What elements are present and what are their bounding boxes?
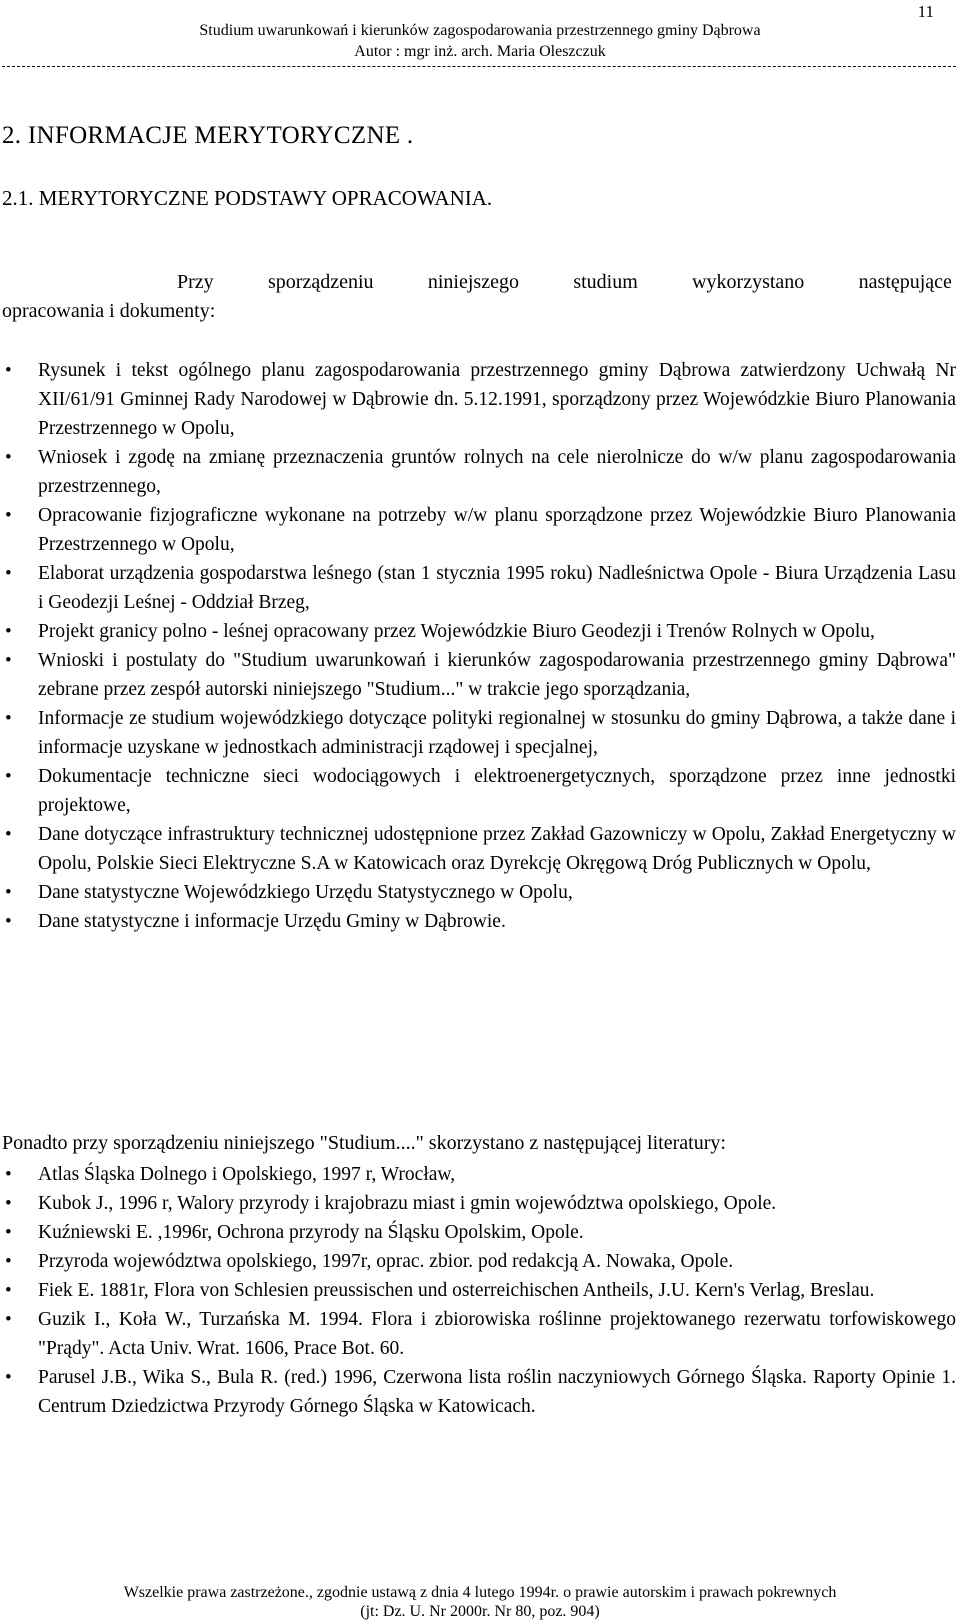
list-item	[0, 1363, 960, 1421]
literature-list	[0, 1160, 960, 1421]
list-item	[0, 878, 960, 907]
list-item	[0, 1160, 960, 1189]
list-item	[0, 1247, 960, 1276]
bullet-icon: •	[5, 621, 12, 642]
document-footer	[0, 1583, 960, 1621]
list-item-text: Projekt granicy polno - leśnej opracowany przez Wojewódzkie Biuro Geodezji i Trenów Rolnych w Opolu,	[38, 621, 875, 642]
list-item	[0, 704, 960, 762]
list-item-text: Parusel J.B., Wika S., Bula R. (red.) 1996, Czerwona lista roślin naczyniowych Górnego Śląska. Raporty Opinie 1. Centrum Dziedzictwa Przyrody Górnego Śląska w Katowicach.	[38, 1367, 956, 1417]
documents-list	[0, 356, 960, 936]
list-item-text: Guzik I., Koła W., Turzańska M. 1994. Flora i zbiorowiska roślinne projektowanego rezerwatu torfowiskowego "Prądy". Acta Univ. Wrat. 1606, Prace Bot. 60.	[38, 1309, 956, 1359]
document-header	[0, 20, 960, 62]
header-author: Autor : mgr inż. arch. Maria Oleszczuk	[354, 43, 606, 60]
bullet-icon: •	[5, 505, 12, 526]
list-item	[0, 907, 960, 936]
chapter-heading: 2. INFORMACJE MERYTORYCZNE .	[2, 122, 414, 149]
list-item	[0, 1305, 960, 1363]
list-item	[0, 820, 960, 878]
bullet-icon: •	[5, 1222, 12, 1243]
bullet-icon: •	[5, 1367, 12, 1388]
bullet-icon: •	[5, 1309, 12, 1330]
list-item	[0, 356, 960, 443]
list-item	[0, 646, 960, 704]
intro-second-line: opracowania i dokumenty:	[2, 300, 216, 322]
intro-word: studium	[573, 271, 638, 293]
list-item	[0, 559, 960, 617]
list-item-text: Dane dotyczące infrastruktury technicznej udostępnione przez Zakład Gazowniczy w Opolu, Zakład Energetyczny w Opolu, Polskie Sieci Elektryczne S.A w Katowicach oraz Dyrekcję Okręgową Dróg Publicznych w Opolu,	[38, 824, 956, 874]
intro-paragraph	[2, 268, 952, 326]
literature-intro: Ponadto przy sporządzeniu niniejszego "Studium...." skorzystano z następującej literatury:	[2, 1132, 726, 1154]
list-item-text: Wniosek i zgodę na zmianę przeznaczenia gruntów rolnych na cele nierolnicze do w/w planu zagospodarowania przestrzennego,	[38, 447, 956, 497]
bullet-icon: •	[5, 882, 12, 903]
list-item-text: Dane statystyczne Wojewódzkiego Urzędu Statystycznego w Opolu,	[38, 882, 573, 903]
list-item	[0, 1218, 960, 1247]
list-item-text: Fiek E. 1881r, Flora von Schlesien preussischen und osterreichischen Antheils, J.U. Kern's Verlag, Breslau.	[38, 1280, 875, 1301]
list-item	[0, 443, 960, 501]
intro-word: wykorzystano	[692, 271, 805, 293]
list-item-text: Dane statystyczne i informacje Urzędu Gminy w Dąbrowie.	[38, 911, 506, 932]
bullet-icon: •	[5, 447, 12, 468]
section-heading: 2.1. MERYTORYCZNE PODSTAWY OPRACOWANIA.	[2, 186, 493, 210]
list-item	[0, 501, 960, 559]
bullet-icon: •	[5, 1193, 12, 1214]
list-item-text: Atlas Śląska Dolnego i Opolskiego, 1997 r, Wrocław,	[38, 1164, 456, 1185]
intro-word: sporządzeniu	[268, 271, 374, 293]
list-item	[0, 1189, 960, 1218]
bullet-icon: •	[5, 360, 12, 381]
footer-citation: (jt: Dz. U. Nr 2000r. Nr 80, poz. 904)	[360, 1603, 600, 1620]
list-item-text: Przyroda województwa opolskiego, 1997r, oprac. zbior. pod redakcją A. Nowaka, Opole.	[38, 1251, 734, 1272]
list-item	[0, 1276, 960, 1305]
list-item-text: Kubok J., 1996 r, Walory przyrody i krajobrazu miast i gmin województwa opolskiego, Opole.	[38, 1193, 777, 1214]
header-divider	[2, 66, 956, 77]
bullet-icon: •	[5, 824, 12, 845]
page-number: 11	[917, 2, 934, 21]
list-item	[0, 617, 960, 646]
list-item-text: Kuźniewski E. ,1996r, Ochrona przyrody na Śląsku Opolskim, Opole.	[38, 1222, 584, 1243]
bullet-icon: •	[5, 1280, 12, 1301]
intro-word: następujące	[858, 271, 952, 293]
intro-word: niniejszego	[427, 271, 519, 293]
bullet-icon: •	[5, 650, 12, 671]
list-item-text: Rysunek i tekst ogólnego planu zagospodarowania przestrzennego gminy Dąbrowa zatwierdzony Uchwałą Nr XII/61/91 Gminnej Rady Narodowej w Dąbrowie dn. 5.12.1991, sporządzony przez Wojewódzkie Biuro Planowania Przestrzennego w Opolu,	[38, 360, 956, 439]
bullet-icon: •	[5, 563, 12, 584]
intro-first-line	[2, 268, 952, 297]
list-item-text: Wnioski i postulaty do "Studium uwarunkowań i kierunków zagospodarowania przestrzennego gminy Dąbrowa" zebrane przez zespół autorski niniejszego "Studium..." w trakcie jego sporządzania,	[38, 650, 956, 700]
list-item-text: Elaborat urządzenia gospodarstwa leśnego (stan 1 stycznia 1995 roku) Nadleśnictwa Opole - Biura Urządzenia Lasu i Geodezji Leśnej - Oddział Brzeg,	[38, 563, 956, 613]
list-item-text: Dokumentacje techniczne sieci wodociągowych i elektroenergetycznych, sporządzone przez inne jednostki projektowe,	[38, 766, 956, 816]
bullet-icon: •	[5, 911, 12, 932]
bullet-icon: •	[5, 1251, 12, 1272]
bullet-icon: •	[5, 1164, 12, 1185]
header-title: Studium uwarunkowań i kierunków zagospodarowania przestrzennego gminy Dąbrowa	[199, 22, 761, 39]
bullet-icon: •	[5, 766, 12, 787]
footer-copyright: Wszelkie prawa zastrzeżone., zgodnie ustawą z dnia 4 lutego 1994r. o prawie autorskim i prawach pokrewnych	[123, 1584, 837, 1601]
intro-word: Przy	[177, 271, 214, 293]
list-item-text: Opracowanie fizjograficzne wykonane na potrzeby w/w planu sporządzone przez Wojewódzkie Biuro Planowania Przestrzennego w Opolu,	[38, 505, 956, 555]
list-item	[0, 762, 960, 820]
list-item-text: Informacje ze studium wojewódzkiego dotyczące polityki regionalnej w stosunku do gminy Dąbrowa, a także dane i informacje uzyskane w jednostkach administracji rządowej i specjalnej,	[38, 708, 956, 758]
bullet-icon: •	[5, 708, 12, 729]
